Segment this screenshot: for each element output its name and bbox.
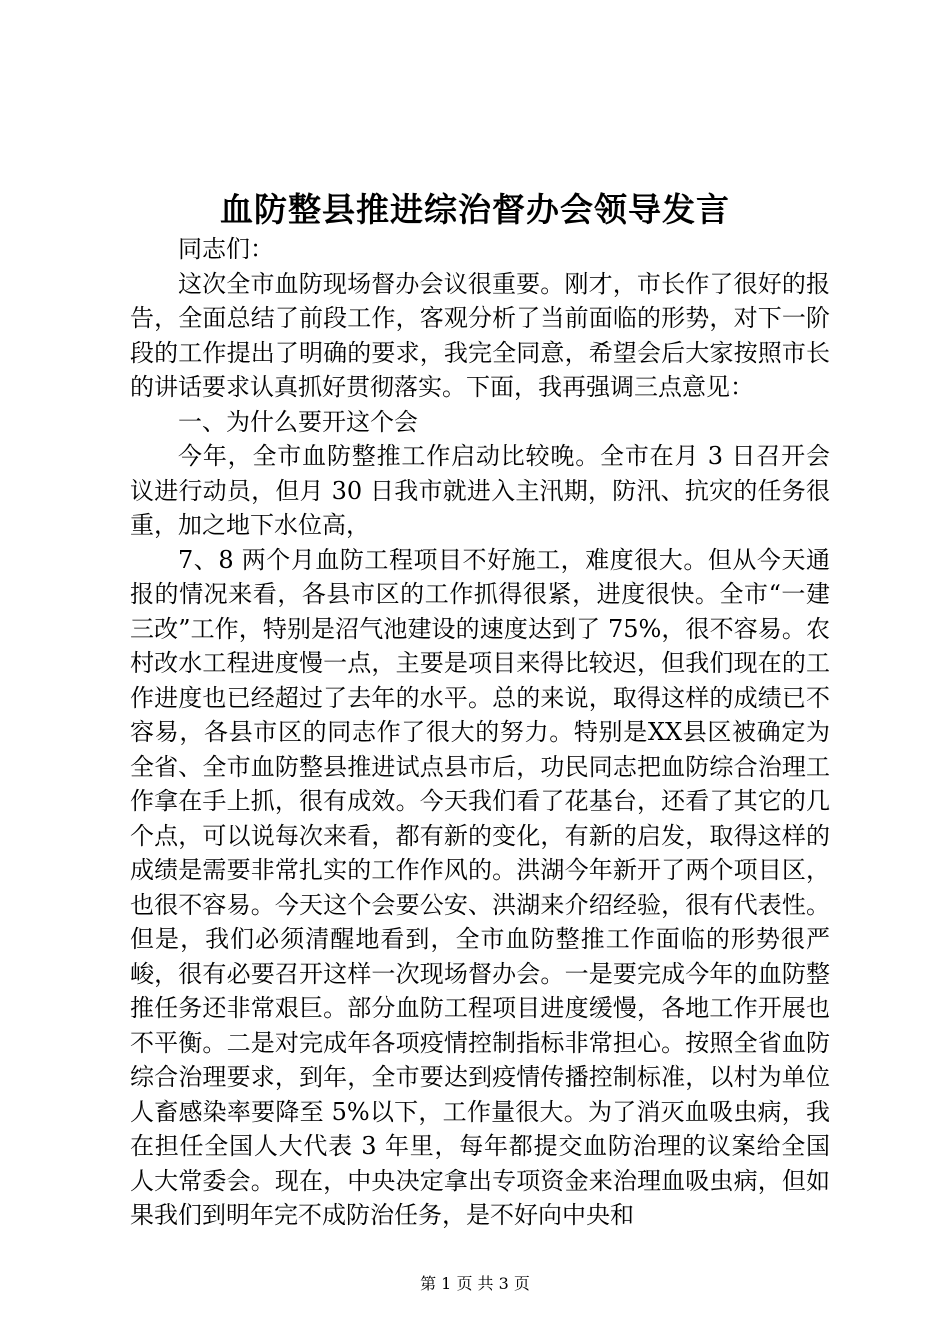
document-title: 血防整县推进综治督办会领导发言 <box>220 190 730 229</box>
paragraph-opening: 这次全市血防现场督办会议很重要。刚才，市长作了很好的报告，全面总结了前段工作，客观分析了当前面临的形势，对下一阶段的工作提出了明确的要求，我完全同意，希望会后大家按照市长的讲话要求认真抓好贯彻落实。下面，我再强调三点意见： <box>130 269 830 401</box>
page-footer: 第 1 页 共 3 页 <box>420 1274 530 1293</box>
section-heading-1: 一、为什么要开这个会 <box>178 407 418 436</box>
document-body <box>130 232 830 1233</box>
paragraph-progress: 7、8 两个月血防工程项目不好施工，难度很大。但从今天通报的情况来看，各县市区的工作抓得很紧，进度很快。全市“一建三改”工作，特别是沼气池建设的速度达到了 75%，很不容易。农村改水工程进度慢一点，主要是项目来得比较迟，但我们现在的工作进度也已经超过了去年的水平。总的来说，取得这样的成绩已不容易，各县市区的同志作了很大的努力。特别是XX县区被确定为全省、全市血防整县推进试点县市后，功民同志把血防综合治理工作拿在手上抓，很有成效。今天我们看了花基台，还看了其它的几个点，可以说每次来看，都有新的变化，有新的启发，取得这样的成绩是需要非常扎实的工作作风的。洪湖今年新开了两个项目区，也很不容易。今天这个会要公安、洪湖来介绍经验，很有代表性。但是，我们必须清醒地看到，全市血防整推工作面临的形势很严峻，很有必要召开这样一次现场督办会。一是要完成今年的血防整推任务还非常艰巨。部分血防工程项目进度缓慢，各地工作开展也不平衡。二是对完成年各项疫情控制指标非常担心。按照全省血防综合治理要求，到年，全市要达到疫情传播控制标准，以村为单位人畜感染率要降至 5%以下，工作量很大。为了消灭血吸虫病，我在担任全国人大代表 3 年里，每年都提交血防治理的议案给全国人大常委会。现在，中央决定拿出专项资金来治理血吸虫病，但如果我们到明年完不成防治任务，是不好向中央和 <box>130 545 830 1229</box>
paragraph-salutation: 同志们： <box>178 235 274 263</box>
paragraph-background: 今年，全市血防整推工作启动比较晚。全市在月 3 日召开会议进行动员，但月 30 日我市就进入主汛期，防汛、抗灾的任务很重，加之地下水位高， <box>130 442 830 539</box>
